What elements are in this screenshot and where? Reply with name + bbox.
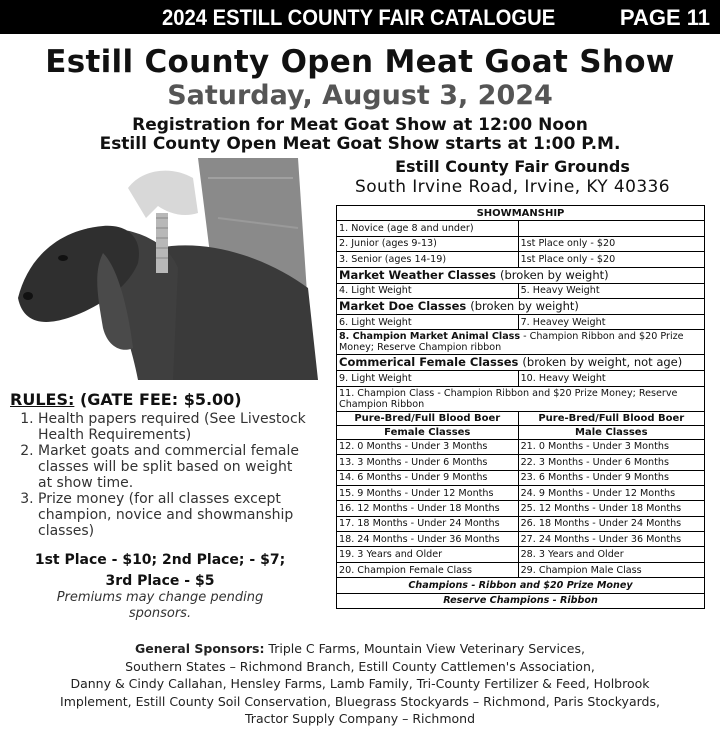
class-cell: 1. Novice (age 8 and under) bbox=[337, 221, 519, 236]
male-class-cell: 23. 6 Months - Under 9 Months bbox=[518, 470, 704, 485]
event-title: Estill County Open Meat Goat Show bbox=[45, 44, 675, 80]
male-class-cell: 29. Champion Male Class bbox=[518, 562, 704, 577]
sponsors-line: Implement, Estill County Soil Conservation, Bluegrass Stockyards – Richmond, Paris Stockyards, bbox=[60, 693, 660, 709]
female-class-cell: 12. 0 Months - Under 3 Months bbox=[337, 439, 519, 454]
rules-heading bbox=[10, 390, 310, 409]
sponsors-line: Danny & Cindy Callahan, Hensley Farms, Lamb Family, Tri-County Fertilizer & Feed, Holbrook bbox=[70, 676, 650, 691]
class-cell: 2. Junior (ages 9-13) bbox=[337, 236, 519, 251]
boer-header-left: Pure-Bred/Full Blood Boer bbox=[337, 411, 519, 425]
female-class-cell: 13. 3 Months - Under 6 Months bbox=[337, 455, 519, 470]
male-classes-header: Male Classes bbox=[518, 425, 704, 439]
market-weather-header bbox=[337, 267, 705, 283]
rules-section bbox=[10, 390, 310, 539]
commercial-female-header bbox=[337, 355, 705, 371]
male-class-cell: 24. 9 Months - Under 12 Months bbox=[518, 485, 704, 500]
catalogue-header-bar bbox=[0, 0, 720, 34]
female-class-cell: 14. 6 Months - Under 9 Months bbox=[337, 470, 519, 485]
female-class-cell: 19. 3 Years and Older bbox=[337, 547, 519, 562]
rules-label: RULES: bbox=[10, 390, 75, 409]
prize-line-2: 3rd Place - $5 bbox=[105, 573, 215, 589]
male-class-cell: 26. 18 Months - Under 24 Months bbox=[518, 516, 704, 531]
section-note: (broken by weight, not age) bbox=[522, 355, 683, 370]
showmanship-header: SHOWMANSHIP bbox=[337, 206, 705, 221]
catalogue-title: 2024 ESTILL COUNTY FAIR CATALOGUE bbox=[162, 5, 556, 30]
class-name: 8. Champion Market Animal Class bbox=[339, 331, 521, 343]
class-cell: 10. Heavy Weight bbox=[518, 371, 704, 386]
reserve-champions-row: Reserve Champions - Ribbon bbox=[337, 593, 705, 608]
general-sponsors bbox=[0, 640, 720, 728]
class-cell: 4. Light Weight bbox=[337, 283, 519, 298]
registration-time: Registration for Meat Goat Show at 12:00 Noon bbox=[132, 115, 588, 135]
male-class-cell: 27. 24 Months - Under 36 Months bbox=[518, 532, 704, 547]
class-description: - Champion Ribbon and $20 Prize Money; Reserve Champion ribbon bbox=[339, 331, 684, 354]
class-cell: 3. Senior (ages 14-19) bbox=[337, 252, 519, 267]
sponsors-line: Tractor Supply Company – Richmond bbox=[245, 711, 475, 726]
class-table bbox=[336, 205, 705, 609]
show-start-time: Estill County Open Meat Goat Show starts at 1:00 P.M. bbox=[99, 134, 621, 154]
rule-item: 2. Market goats and commercial female classes will be split based on weight at show time. bbox=[38, 443, 310, 491]
male-class-cell: 21. 0 Months - Under 3 Months bbox=[518, 439, 704, 454]
champion-market-cell bbox=[337, 330, 705, 355]
class-cell: 9. Light Weight bbox=[337, 371, 519, 386]
champion-class-cell: 11. Champion Class - Champion Ribbon and $20 Prize Money; Reserve Champion Ribbon bbox=[337, 386, 705, 411]
venue-address: South Irvine Road, Irvine, KY 40336 bbox=[355, 177, 670, 197]
sponsors-line: Southern States – Richmond Branch, Estill County Cattlemen's Association, bbox=[125, 658, 595, 674]
female-classes-header: Female Classes bbox=[337, 425, 519, 439]
section-title: Market Weather Classes bbox=[339, 267, 496, 282]
rule-item: 1. Health papers required (See Livestock Health Requirements) bbox=[38, 411, 310, 443]
class-cell: 7. Heavey Weight bbox=[518, 314, 704, 329]
event-date: Saturday, August 3, 2024 bbox=[167, 80, 553, 111]
boer-header-right: Pure-Bred/Full Blood Boer bbox=[518, 411, 704, 425]
goat-photo bbox=[8, 158, 318, 380]
class-cell: 6. Light Weight bbox=[337, 314, 519, 329]
rules-list bbox=[10, 411, 310, 539]
female-class-cell: 18. 24 Months - Under 36 Months bbox=[337, 532, 519, 547]
female-class-cell: 16. 12 Months - Under 18 Months bbox=[337, 501, 519, 516]
rule-item: 3. Prize money (for all classes except champion, novice and showmanship classes) bbox=[38, 491, 310, 539]
female-class-cell: 20. Champion Female Class bbox=[337, 562, 519, 577]
section-note: (broken by weight) bbox=[470, 298, 579, 313]
section-title: Market Doe Classes bbox=[339, 298, 467, 313]
male-class-cell: 28. 3 Years and Older bbox=[518, 547, 704, 562]
female-class-cell: 17. 18 Months - Under 24 Months bbox=[337, 516, 519, 531]
premium-note: Premiums may change pending sponsors. bbox=[56, 590, 264, 621]
prize-line-1: 1st Place - $10; 2nd Place; - $7; bbox=[34, 552, 286, 568]
male-class-cell: 22. 3 Months - Under 6 Months bbox=[518, 455, 704, 470]
page-number: PAGE 11 bbox=[619, 5, 710, 30]
female-class-cell: 15. 9 Months - Under 12 Months bbox=[337, 485, 519, 500]
section-note: (broken by weight) bbox=[500, 267, 609, 282]
male-class-cell: 25. 12 Months - Under 18 Months bbox=[518, 501, 704, 516]
prize-cell: 1st Place only - $20 bbox=[518, 252, 704, 267]
market-doe-header bbox=[337, 298, 705, 314]
sponsors-line: Triple C Farms, Mountain View Veterinary Services, bbox=[264, 641, 585, 656]
section-title: Commerical Female Classes bbox=[339, 355, 519, 370]
sponsors-label: General Sponsors: bbox=[135, 641, 265, 656]
venue-name: Estill County Fair Grounds bbox=[395, 157, 630, 176]
prize-money bbox=[10, 550, 310, 592]
empty-cell bbox=[518, 221, 704, 236]
gate-fee: (GATE FEE: $5.00) bbox=[79, 390, 242, 409]
champions-prize-row: Champions - Ribbon and $20 Prize Money bbox=[337, 578, 705, 593]
class-cell: 5. Heavy Weight bbox=[518, 283, 704, 298]
prize-cell: 1st Place only - $20 bbox=[518, 236, 704, 251]
